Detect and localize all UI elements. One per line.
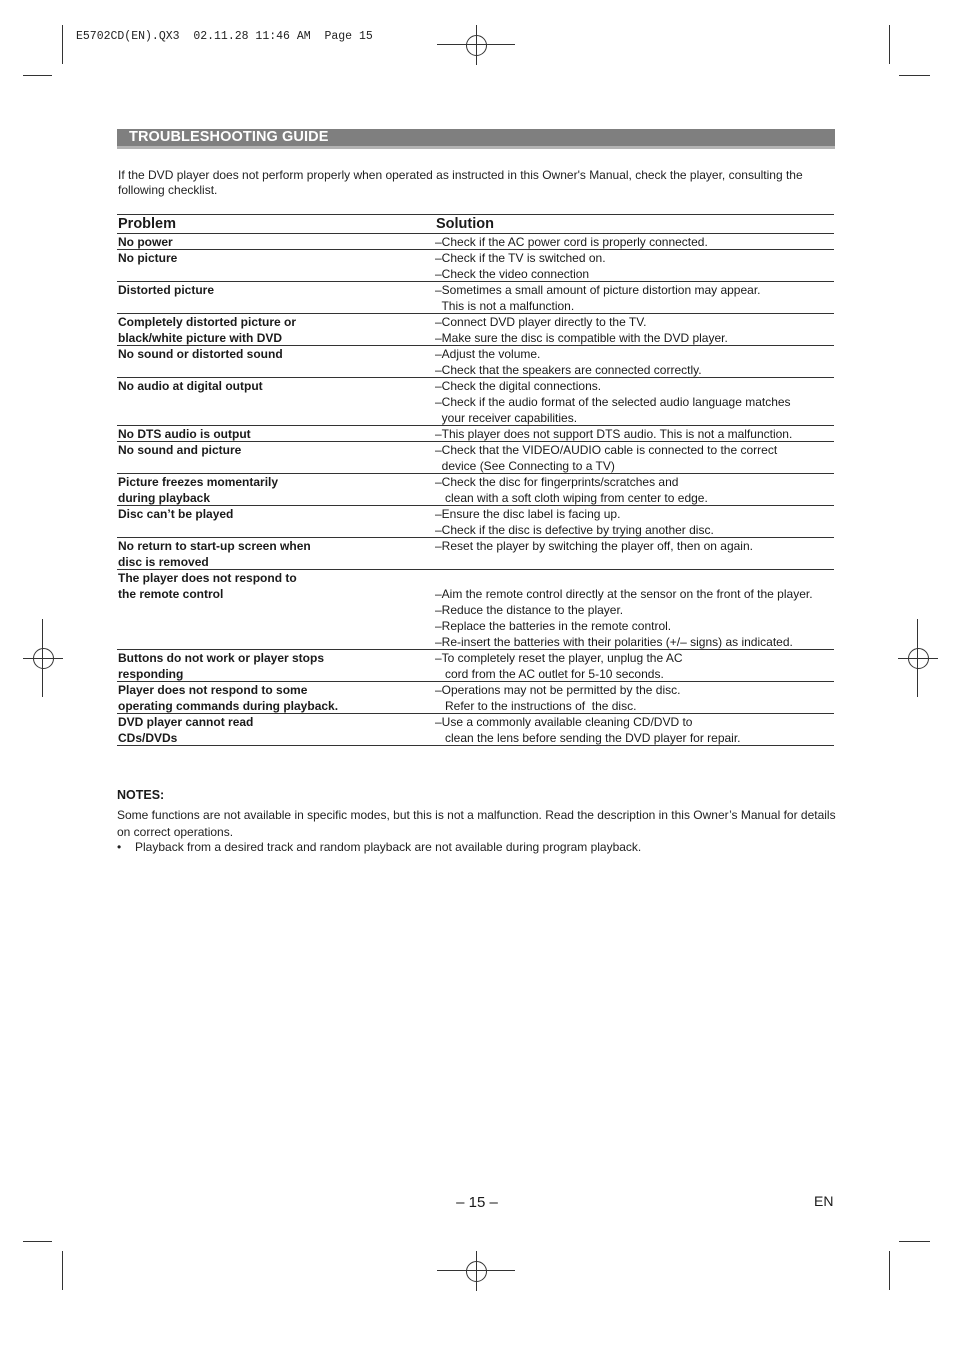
printer-slug: E5702CD(EN).QX3 02.11.28 11:46 AM Page 15 [76, 30, 373, 43]
table-row [117, 378, 834, 426]
solution-line: Refer to the instructions of the disc. [435, 699, 637, 713]
language-label: EN [814, 1193, 834, 1209]
problem-line: DVD player cannot read [118, 715, 254, 729]
table-row [117, 314, 834, 346]
problem-line: No power [118, 235, 173, 249]
problem-cell [118, 426, 418, 442]
problem-line: No DTS audio is output [118, 427, 251, 441]
solution-cell [435, 474, 835, 506]
solution-line: –Check that the VIDEO/AUDIO cable is connected to the correct [435, 443, 778, 457]
registration-mark-top [437, 25, 515, 65]
solution-line: –Ensure the disc label is facing up. [435, 507, 621, 521]
solution-line [435, 570, 835, 586]
problem-line: disc is removed [118, 555, 209, 569]
problem-line: The player does not respond to [118, 571, 297, 585]
solution-line: –Check the disc for fingerprints/scratches and [435, 475, 679, 489]
problem-line: during playback [118, 491, 211, 505]
table-top-rule [117, 214, 834, 215]
problem-cell [118, 378, 418, 394]
table-row [117, 282, 834, 314]
solution-line: –Adjust the volume. [435, 347, 541, 361]
problem-cell [118, 442, 418, 458]
problem-line: No sound or distorted sound [118, 347, 283, 361]
table-row [117, 250, 834, 282]
intro-paragraph: If the DVD player does not perform properly when operated as instructed in this Owner's Manual, check the player, consulting the following checklist. [118, 168, 803, 197]
table-row [117, 234, 834, 250]
page-number: – 15 – [456, 1194, 498, 1211]
problem-cell [118, 474, 418, 506]
problem-line: the remote control [118, 587, 224, 601]
solution-cell [435, 314, 835, 346]
solution-line: your receiver capabilities. [435, 411, 578, 425]
problem-line: No picture [118, 251, 178, 265]
problem-cell [118, 570, 418, 602]
problem-line: Disc can’t be played [118, 507, 234, 521]
problem-line: black/white picture with DVD [118, 331, 283, 345]
solution-line: –Reset the player by switching the player off, then on again. [435, 539, 753, 553]
table-row [117, 346, 834, 378]
registration-mark-left [23, 619, 63, 697]
solution-line: clean with a soft cloth wiping from center to edge. [435, 491, 708, 505]
problem-cell [118, 650, 418, 682]
section-title-bar [117, 129, 835, 149]
solution-line: –Re-insert the batteries with their polarities (+/– signs) as indicated. [435, 635, 793, 649]
problem-line: responding [118, 667, 184, 681]
problem-cell [118, 346, 418, 362]
solution-cell [435, 346, 835, 378]
table-row [117, 474, 834, 506]
problem-line: No return to start-up screen when [118, 539, 311, 553]
problem-cell [118, 282, 418, 298]
problem-line: Picture freezes momentarily [118, 475, 279, 489]
problem-line: No audio at digital output [118, 379, 263, 393]
problem-cell [118, 506, 418, 522]
solution-cell [435, 234, 835, 250]
problem-line: Completely distorted picture or [118, 315, 297, 329]
problem-line: No sound and picture [118, 443, 242, 457]
solution-line: –Aim the remote control directly at the sensor on the front of the player. [435, 587, 813, 601]
table-row [117, 538, 834, 570]
solution-line: cord from the AC outlet for 5-10 seconds. [435, 667, 664, 681]
problem-cell [118, 314, 418, 346]
problem-cell [118, 682, 418, 714]
solution-line: –Reduce the distance to the player. [435, 603, 624, 617]
column-header-solution: Solution [436, 216, 494, 232]
solution-cell [435, 282, 835, 314]
solution-line: device (See Connecting to a TV) [435, 459, 615, 473]
problem-cell [118, 234, 418, 250]
solution-cell [435, 682, 835, 714]
solution-line: –Make sure the disc is compatible with the DVD player. [435, 331, 728, 345]
solution-cell [435, 378, 835, 426]
solution-cell [435, 570, 835, 650]
table-row [117, 682, 834, 714]
solution-line: –Check if the AC power cord is properly connected. [435, 235, 708, 249]
problem-line: Distorted picture [118, 283, 215, 297]
table-row [117, 442, 834, 474]
solution-line: –Check if the audio format of the selected audio language matches [435, 395, 791, 409]
solution-line: –This player does not support DTS audio. This is not a malfunction. [435, 427, 793, 441]
problem-line: CDs/DVDs [118, 731, 178, 745]
registration-mark-right [898, 619, 938, 697]
solution-cell [435, 442, 835, 474]
problem-cell [118, 250, 418, 266]
solution-cell [435, 426, 835, 442]
solution-line: –Check if the TV is switched on. [435, 251, 606, 265]
table-row [117, 506, 834, 538]
solution-cell [435, 650, 835, 682]
table-row [117, 570, 834, 650]
bullet-text: Playback from a desired track and random playback are not available during program playback. [135, 840, 642, 854]
problem-line: Buttons do not work or player stops [118, 651, 325, 665]
solution-line: –Replace the batteries in the remote control. [435, 619, 672, 633]
problem-cell [118, 714, 418, 746]
solution-line: –Use a commonly available cleaning CD/DVD to [435, 715, 693, 729]
column-header-problem: Problem [118, 216, 177, 232]
solution-line: –Sometimes a small amount of picture distortion may appear. [435, 283, 761, 297]
solution-line: –Check if the disc is defective by trying another disc. [435, 523, 714, 537]
problem-line: Player does not respond to some [118, 683, 308, 697]
solution-cell [435, 250, 835, 282]
solution-line: –Operations may not be permitted by the disc. [435, 683, 681, 697]
bullet-mark: • [117, 840, 122, 854]
table-row [117, 714, 834, 746]
solution-line: –Check that the speakers are connected correctly. [435, 363, 702, 377]
notes-heading: NOTES: [117, 788, 165, 802]
solution-line: clean the lens before sending the DVD player for repair. [435, 731, 741, 745]
solution-cell [435, 538, 835, 554]
solution-line: –To completely reset the player, unplug the AC [435, 651, 683, 665]
solution-line: This is not a malfunction. [435, 299, 575, 313]
section-title: TROUBLESHOOTING GUIDE [129, 129, 329, 145]
notes-paragraph: Some functions are not available in specific modes, but this is not a malfunction. Read the description in this Owner’s Manual for details on correct operations. [117, 808, 836, 839]
table-row [117, 426, 834, 442]
solution-cell [435, 506, 835, 538]
solution-line: –Check the video connection [435, 267, 590, 281]
registration-mark-bottom [437, 1251, 515, 1291]
solution-line: –Connect DVD player directly to the TV. [435, 315, 647, 329]
problem-cell [118, 538, 418, 570]
solution-line: –Check the digital connections. [435, 379, 602, 393]
table-row [117, 650, 834, 682]
problem-line: operating commands during playback. [118, 699, 339, 713]
solution-cell [435, 714, 835, 746]
